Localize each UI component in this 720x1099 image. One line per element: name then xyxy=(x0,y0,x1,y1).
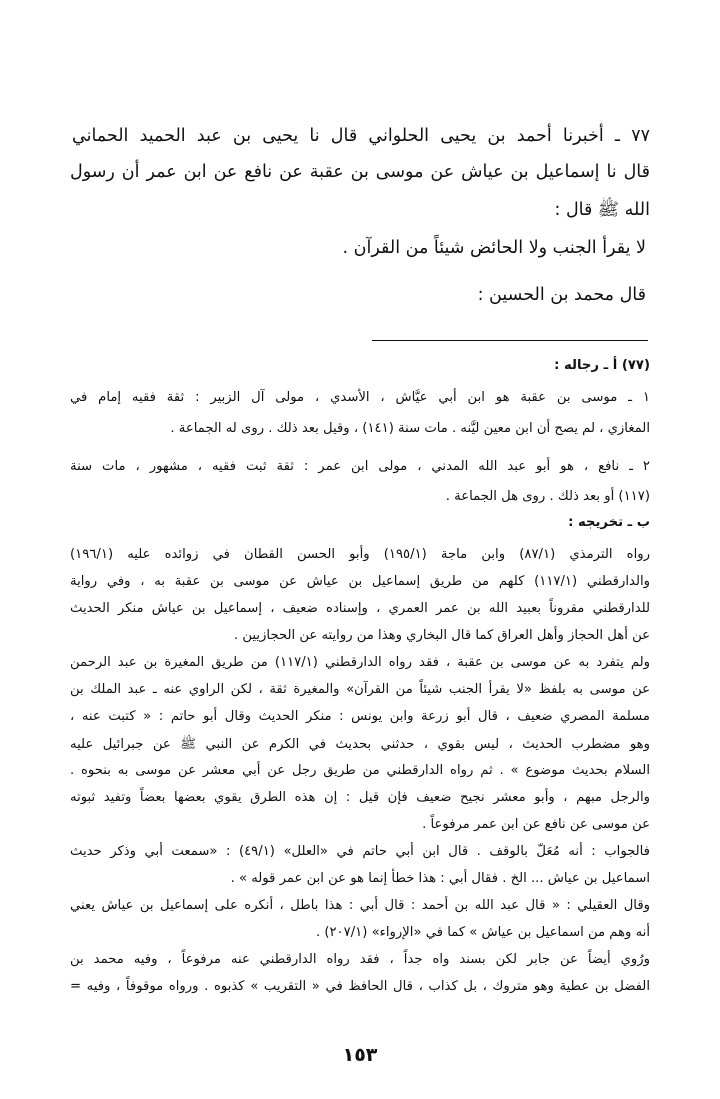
note-line: عن أهل الحجاز وأهل العراق كما قال البخاري وهذا من روايته عن الحجازيين . xyxy=(233,628,650,643)
note-line: فالجواب : أنه مُعَلّ بالوقف . قال ابن أبي حاتم في «العلل» (٤٩/١) : «سمعت أبي وذكر حديث xyxy=(70,844,650,859)
hadith-line-2: قال نا إسماعيل بن عياش عن موسى بن عقبة عن نافع عن ابن عمر أن رسول xyxy=(70,162,650,182)
note-line: مسلمة المصري ضعيف ، قال أبو زرعة وابن يونس : منكر الحديث وقال أبو حاتم : « كتبت عنه ، xyxy=(70,709,650,724)
note-line: ١ ـ موسى بن عقبة هو ابن أبي عيَّاش ، الأسدي ، مولى آل الزبير : ثقة فقيه إمام في xyxy=(70,390,650,405)
note-line: (١١٧) أو بعد ذلك . روى هل الجماعة . xyxy=(445,489,650,504)
footnote-divider xyxy=(372,340,648,341)
note-line: ولم يتفرد به عن موسى بن عقبة ، فقد رواه الدارقطني (١١٧/١) من طريق المغيرة بن عبد الرحمن xyxy=(70,655,650,670)
page-number: ١٥٣ xyxy=(342,1044,378,1066)
note-line: عن موسى عن نافع عن ابن عمر مرفوعاً . xyxy=(422,817,650,832)
note-line: وقال العقيلي : « قال عبد الله بن أحمد : قال أبي : هذا باطل ، أنكره على إسماعيل بن عياش يعني xyxy=(70,898,650,913)
note-line: السلام بحديث موضوع » . ثم رواه الدارقطني من طريق رجل عن أبي معشر عن موسى به بنحوه . xyxy=(70,763,650,778)
note-line: رواه الترمذي (٨٧/١) وابن ماجة (١٩٥/١) وأبو الحسن القطان في زوائده عليه (١٩٦/١) xyxy=(70,547,650,562)
note-line: ورُوي أيضاً عن جابر لكن بسند واه جداً ، فقد رواه الدارقطني عنه مرفوعاً ، وفيه محمد بن xyxy=(70,952,650,967)
note-line: والرجل مبهم ، وأبو معشر نجيح ضعيف فإن قيل : إن هذه الطرق يقوي بعضها بعضاً وتفيد ثبوته xyxy=(70,790,650,805)
note-line: عن موسى به بلفظ «لا يقرأ الجنب شيئاً من القرآن» والمغيرة ثقة ، لكن الراوي عنه ـ عبد الملك بن xyxy=(70,682,650,697)
note-line: أنه وهم من اسماعيل بن عياش » كما في «الإرواء» (٢٠٧/١) . xyxy=(315,925,650,940)
hadith-line-1: ٧٧ ـ أخبرنا أحمد بن يحيى الحلواني قال نا يحيى بن عبد الحميد الحماني xyxy=(72,126,650,146)
note-line: ٢ ـ نافع ، هو أبو عبد الله المدني ، مولى ابن عمر : ثقة ثبت فقيه ، مشهور ، مات سنة xyxy=(70,459,650,474)
note-line: والدارقطني (١١٧/١) كلهم من طريق إسماعيل بن عياش عن موسى بن عقبة به ، وفي رواية xyxy=(70,574,650,589)
note-line: للدارقطني مقروناً بعبيد الله بن عمر العمري ، وإسناده ضعيف ، إسماعيل بن عياش منكر الحديث xyxy=(70,601,650,616)
note-line: وهو مضطرب الحديث ، ليس بقوي ، حدثني بحديث في الكرم عن النبي ﷺ عن جبرائيل عليه xyxy=(70,737,650,752)
note-line: المغازي ، لم يصح أن ابن معين ليَّنه . مات سنة (١٤١) ، وقيل بعد ذلك . روى له الجماعة . xyxy=(170,421,650,436)
rijal-heading: (٧٧) أ ـ رجاله : xyxy=(554,358,650,373)
note-line: الفضل بن عطية وهو متروك ، بل كذاب ، قال الحافظ في « التقريب » كذبوه . ورواه موقوفاً ، وفيه = xyxy=(70,979,650,994)
takhrij-heading: ب ـ تخريجه : xyxy=(568,515,650,530)
note-line: اسماعيل بن عياش ... الخ . فقال أبي : هذا خطأ إنما هو عن ابن عمر قوله » . xyxy=(230,871,650,886)
hadith-text: لا يقرأ الجنب ولا الحائض شيئاً من القرآن . xyxy=(342,238,646,258)
hadith-line-3: الله ﷺ قال : xyxy=(554,200,650,220)
hadith-line-5: قال محمد بن الحسين : xyxy=(477,285,646,305)
